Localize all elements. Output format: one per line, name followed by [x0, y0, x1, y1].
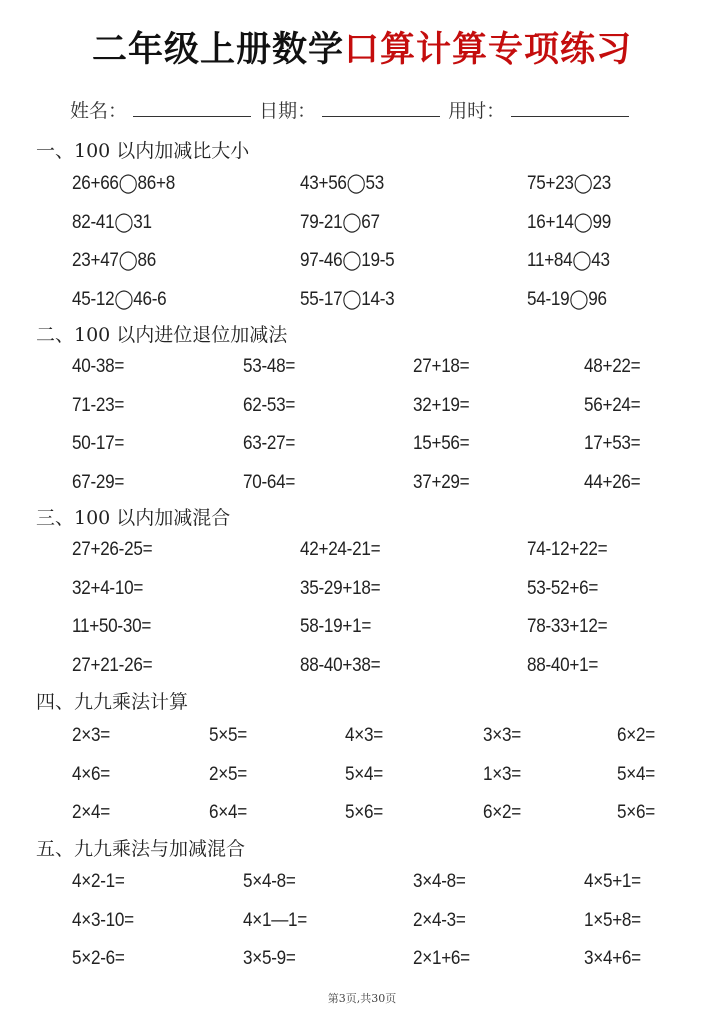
math-problem: 67-29= [72, 471, 125, 493]
math-problem: 27+18= [413, 356, 470, 377]
math-problem: 6×2= [483, 802, 521, 823]
math-problem: 32+19= [413, 394, 470, 416]
section-heading: 四、九九乘法计算 [36, 691, 189, 713]
date-label: 日期： [259, 100, 317, 122]
math-problem: 42+24-21= [300, 539, 381, 560]
math-problem: 50-17= [72, 433, 125, 454]
math-problem: 35-29+18= [300, 577, 381, 599]
math-problem: 58-19+1= [300, 616, 372, 637]
math-problem: 5×4-8= [243, 871, 296, 892]
math-problem: 40-38= [72, 356, 125, 377]
math-problem: 4×6= [72, 763, 110, 785]
math-problem: 97-46◯19-5 [300, 250, 395, 271]
math-problem: 6×4= [209, 802, 247, 823]
math-problem: 71-23= [72, 394, 125, 416]
math-problem: 2×3= [72, 725, 110, 746]
math-problem: 43+56◯53 [300, 173, 385, 194]
math-problem: 2×1+6= [413, 948, 470, 969]
math-problem: 79-21◯67 [300, 211, 380, 233]
math-problem: 3×3= [483, 725, 521, 746]
math-problem: 4×3-10= [72, 909, 134, 931]
math-problem: 37+29= [413, 471, 470, 493]
math-problem: 88-40+38= [300, 654, 381, 676]
math-problem: 3×4-8= [413, 871, 466, 892]
math-problem: 32+4-10= [72, 577, 144, 599]
math-problem: 63-27= [243, 433, 296, 454]
math-problem: 5×4= [617, 763, 655, 785]
math-problem: 5×5= [209, 725, 247, 746]
math-problem: 3×4+6= [584, 948, 641, 969]
title-main: 二年级上册数学 [91, 29, 344, 70]
math-problem: 2×4= [72, 802, 110, 823]
math-problem: 70-64= [243, 471, 296, 493]
math-problem: 45-12◯46-6 [72, 288, 167, 310]
math-problem: 74-12+22= [527, 539, 608, 560]
math-problem: 27+26-25= [72, 539, 153, 560]
page-number: 第3页,共30页 [327, 992, 397, 1005]
section-heading: 二、100 以内进位退位加减法 [36, 324, 288, 346]
math-problem: 27+21-26= [72, 654, 153, 676]
section-heading: 五、九九乘法与加减混合 [36, 838, 246, 860]
math-problem: 17+53= [584, 433, 641, 454]
math-problem: 4×2-1= [72, 871, 125, 892]
name-label: 姓名： [70, 100, 128, 122]
title-highlight: 口算计算专项练习 [344, 29, 633, 70]
time-used-label: 用时： [448, 100, 506, 122]
math-problem: 5×6= [345, 802, 383, 823]
section-heading: 三、100 以内加减混合 [36, 507, 231, 529]
math-problem: 82-41◯31 [72, 211, 152, 233]
math-problem: 2×5= [209, 763, 247, 785]
math-problem: 1×5+8= [584, 909, 641, 931]
math-problem: 23+47◯86 [72, 250, 157, 271]
math-problem: 62-53= [243, 394, 296, 416]
math-problem: 26+66◯86+8 [72, 173, 175, 194]
name-blank[interactable] [133, 98, 251, 117]
math-problem: 4×3= [345, 725, 383, 746]
math-problem: 53-48= [243, 356, 296, 377]
worksheet-title [0, 22, 724, 72]
math-problem: 53-52+6= [527, 577, 599, 599]
math-problem: 5×4= [345, 763, 383, 785]
time-used-blank[interactable] [511, 98, 629, 117]
math-problem: 48+22= [584, 356, 641, 377]
section-heading: 一、100 以内加减比大小 [36, 140, 250, 162]
student-info-row [70, 96, 631, 123]
math-problem: 5×2-6= [72, 948, 125, 969]
math-problem: 3×5-9= [243, 948, 296, 969]
math-problem: 75+23◯23 [527, 173, 612, 194]
math-problem: 11+84◯43 [527, 250, 610, 271]
math-problem: 56+24= [584, 394, 641, 416]
math-problem: 88-40+1= [527, 654, 599, 676]
math-problem: 4×1—1= [243, 909, 307, 931]
math-problem: 16+14◯99 [527, 211, 612, 233]
math-problem: 55-17◯14-3 [300, 288, 395, 310]
math-problem: 78-33+12= [527, 616, 608, 637]
math-problem: 1×3= [483, 763, 521, 785]
math-problem: 2×4-3= [413, 909, 466, 931]
math-problem: 4×5+1= [584, 871, 641, 892]
math-problem: 54-19◯96 [527, 288, 607, 310]
math-problem: 15+56= [413, 433, 470, 454]
math-problem: 11+50-30= [72, 616, 152, 637]
math-problem: 6×2= [617, 725, 655, 746]
math-problem: 44+26= [584, 471, 641, 493]
date-blank[interactable] [322, 98, 440, 117]
math-problem: 5×6= [617, 802, 655, 823]
